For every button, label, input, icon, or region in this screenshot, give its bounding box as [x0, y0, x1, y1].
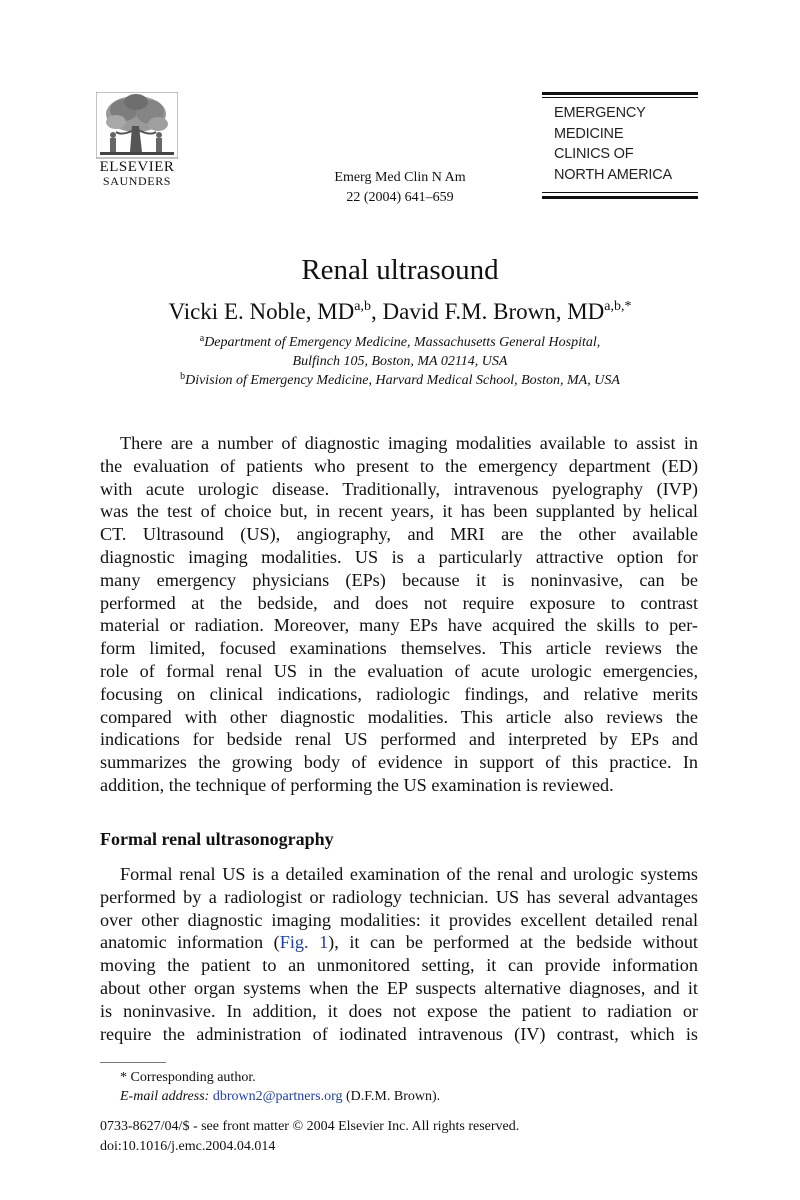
email-footnote	[120, 1087, 440, 1107]
text-line: diagnostic imaging modalities. US is a particularly attractive option for	[100, 546, 698, 567]
text-line: moving the patient to an unmonitored setting, it can provide information	[100, 955, 698, 976]
text-line: with acute urologic disease. Traditionally, intravenous pyelography (IVP)	[100, 478, 698, 499]
affiliation-text: Department of Emergency Medicine, Massachusetts General Hospital,	[204, 335, 601, 350]
imprint-name: SAUNDERS	[102, 174, 172, 188]
text-line: performed at the bedside, and does not require exposure to contrast	[100, 592, 698, 613]
text-line: summarizes the growing body of evidence in support of this practice. In	[100, 752, 698, 773]
author-separator: ,	[371, 299, 383, 324]
journal-name-line: NORTH AMERICA	[554, 166, 672, 183]
text-line: CT. Ultrasound (US), angiography, and MRI are the other available	[100, 524, 698, 545]
text-line: There are a number of diagnostic imaging modalities available to assist in	[120, 433, 698, 453]
text-line: was the test of choice but, in recent years, it has been supplanted by helical	[100, 501, 698, 522]
text-fragment: ), it can be performed at the bedside without	[328, 932, 698, 953]
affiliation-line	[0, 371, 800, 390]
author-affiliation-marker: a,b,*	[604, 299, 632, 314]
journal-name	[554, 103, 672, 185]
abstract-paragraph	[100, 432, 698, 797]
top-rule-thick	[542, 92, 698, 95]
affiliation-marker: b	[180, 371, 186, 382]
text-fragment: anatomic information (	[100, 932, 280, 953]
affiliation-marker: a	[199, 333, 205, 344]
bottom-rule-thin	[542, 192, 698, 193]
body-paragraph	[100, 863, 698, 1045]
email-suffix: (D.F.M. Brown).	[342, 1089, 441, 1104]
email-link[interactable]: dbrown2@partners.org	[212, 1089, 343, 1104]
author-list	[0, 296, 800, 328]
copyright-line: 0733-8627/04/$ - see front matter © 2004 Elsevier Inc. All rights reserved.	[100, 1119, 520, 1134]
text-line: is noninvasive. In addition, it does not expose the patient to radiation or	[100, 1000, 698, 1021]
journal-name-block	[542, 92, 698, 200]
article-title: Renal ultrasound	[301, 254, 499, 286]
email-label: E-mail address:	[120, 1089, 210, 1104]
affiliation-line	[0, 333, 800, 352]
text-line: indications for bedside renal US performed and interpreted by EPs and	[100, 729, 698, 750]
author-name: David F.M. Brown, MD	[382, 299, 605, 324]
text-line-with-figure-link	[100, 931, 698, 954]
top-rule-thin	[542, 97, 698, 98]
doi-line: doi:10.1016/j.emc.2004.04.014	[100, 1139, 276, 1154]
publisher-name: ELSEVIER	[99, 159, 175, 175]
journal-name-line: MEDICINE	[554, 125, 624, 142]
text-line: many emergency physicians (EPs) because it is noninvasive, can be	[100, 569, 698, 590]
text-line: compared with other diagnostic modalities. This article also reviews the	[100, 706, 698, 727]
text-line: role of formal renal US in the evaluation of acute urologic emergencies,	[100, 660, 698, 681]
footnote-divider	[100, 1062, 166, 1063]
journal-name-line: CLINICS OF	[554, 146, 634, 162]
affiliation-text: Division of Emergency Medicine, Harvard Medical School, Boston, MA, USA	[185, 373, 620, 388]
affiliation-line	[0, 352, 800, 371]
volume-info: 22 (2004) 641–659	[346, 190, 454, 205]
text-line: performed by a radiologist or radiology technician. US has several advantages	[100, 886, 698, 907]
text-line: material or radiation. Moreover, many EPs have acquired the skills to per-	[100, 615, 698, 636]
text-line: over other diagnostic imaging modalities: it provides excellent detailed renal	[100, 909, 698, 930]
affiliation-text: Bulfinch 105, Boston, MA 02114, USA	[292, 354, 508, 369]
text-line: about other organ systems when the EP suspects alternative diagnoses, and it	[100, 977, 698, 998]
text-line: Formal renal US is a detailed examination of the renal and urologic systems	[120, 864, 698, 884]
journal-citation	[300, 168, 500, 208]
figure-1-link[interactable]: Fig. 1	[279, 932, 329, 953]
author-affiliation-marker: a,b	[354, 299, 371, 314]
corresponding-author-note: * Corresponding author.	[120, 1070, 256, 1085]
text-line: require the administration of iodinated intravenous (IV) contrast, which is	[100, 1023, 698, 1044]
affiliations	[0, 333, 800, 390]
section-heading: Formal renal ultrasonography	[100, 829, 334, 849]
text-line: form limited, focused examinations themselves. This article reviews the	[100, 638, 698, 659]
text-line: the evaluation of patients who present to the emergency department (ED)	[100, 455, 698, 476]
journal-name-line: EMERGENCY	[554, 105, 646, 121]
journal-abbrev: Emerg Med Clin N Am	[334, 170, 466, 185]
text-line: focusing on clinical indications, radiologic findings, and relative merits	[100, 683, 698, 704]
text-line: addition, the technique of performing the US examination is reviewed.	[100, 774, 614, 795]
bottom-rule-thick	[542, 196, 698, 199]
author-name: Vicki E. Noble, MD	[168, 299, 355, 324]
